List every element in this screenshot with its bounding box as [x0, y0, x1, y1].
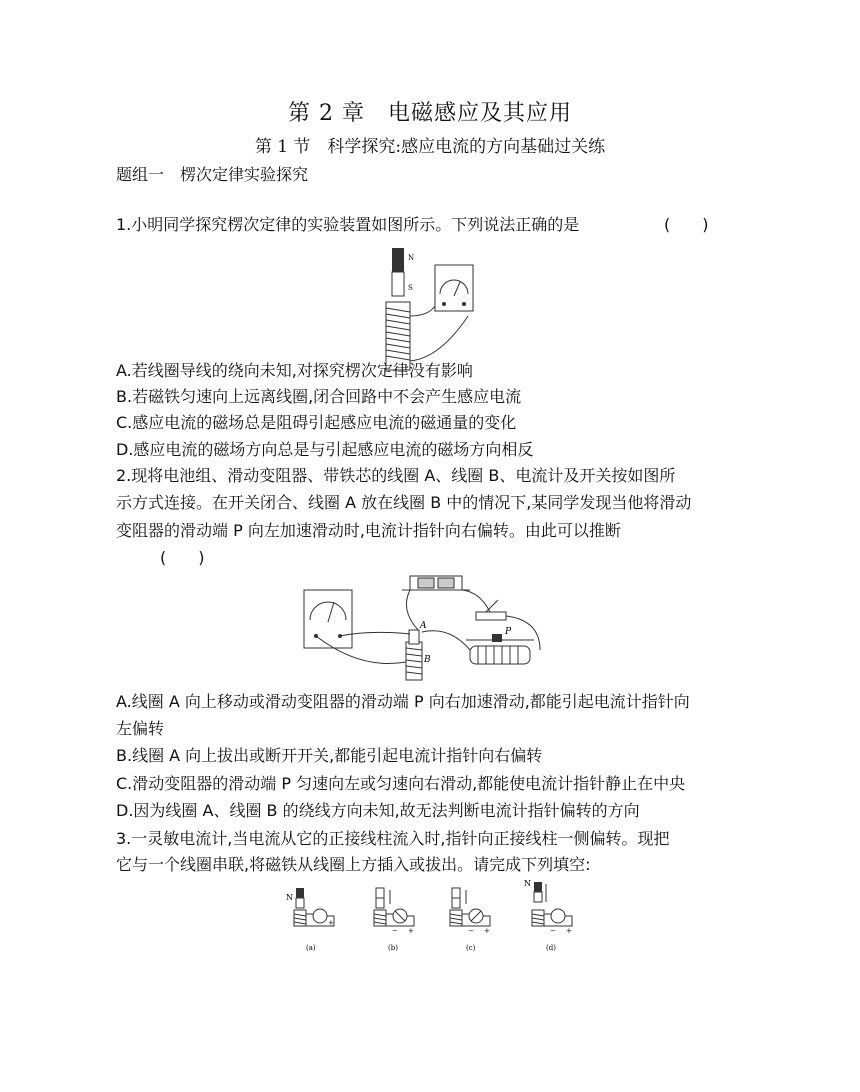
q2-coil-a-label: A: [420, 621, 427, 631]
q2-option-b: B.线圈 A 向上拔出或断开开关,都能引起电流计指针向右偏转: [116, 746, 543, 765]
q1-galvanometer: [434, 264, 474, 314]
q3-panel-a: [286, 888, 334, 952]
svg-text:−: −: [392, 927, 398, 935]
group-title: 题组一 楞次定律实验探究: [116, 165, 309, 184]
q3-panel-b: [374, 888, 414, 952]
svg-text:(a): (a): [306, 944, 316, 952]
svg-text:(b): (b): [388, 944, 398, 952]
svg-text:+: +: [328, 919, 334, 927]
svg-text:(c): (c): [466, 944, 476, 952]
svg-text:+: +: [484, 927, 490, 935]
q1-option-d: D.感应电流的磁场方向总是与引起感应电流的磁场方向相反: [116, 440, 534, 459]
q2-figure: [300, 570, 550, 685]
svg-text:+: +: [566, 927, 572, 935]
q2-stem-line-2: 示方式连接。在开关闭合、线圈 A 放在线圈 B 中的情况下,某同学发现当他将滑动: [116, 493, 692, 512]
q1-option-c: C.感应电流的磁场总是阻碍引起感应电流的磁通量的变化: [116, 413, 517, 432]
q3-panel-d: [524, 879, 572, 952]
q1-option-b: B.若磁铁匀速向上远离线圈,闭合回路中不会产生感应电流: [116, 387, 522, 406]
svg-text:(d): (d): [546, 944, 556, 952]
q1-north-label: N: [408, 254, 415, 262]
q3-figure: [284, 878, 584, 958]
svg-text:N: N: [524, 879, 531, 888]
q2-answer-blank: ( ): [160, 548, 205, 567]
q3-panel-c: [450, 888, 490, 952]
q2-option-a-cont: 左偏转: [116, 719, 165, 738]
q1-stem: 1.小明同学探究楞次定律的实验装置如图所示。下列说法正确的是: [116, 215, 580, 234]
q1-south-label: S: [408, 284, 413, 292]
q2-stem-line-3: 变阻器的滑动端 P 向左加速滑动时,电流计指针向右偏转。由此可以推断: [116, 521, 621, 540]
svg-text:−: −: [550, 927, 556, 935]
q3-stem-line-1: 3.一灵敏电流计,当电流从它的正接线柱流入时,指针向正接线柱一侧偏转。现把: [116, 829, 670, 848]
q2-option-d: D.因为线圈 A、线圈 B 的绕线方向未知,故无法判断电流计指针偏转的方向: [116, 801, 640, 820]
q3-stem-line-2: 它与一个线圈串联,将磁铁从线圈上方插入或拔出。请完成下列填空:: [116, 855, 591, 874]
q2-stem-line-1: 2.现将电池组、滑动变阻器、带铁芯的线圈 A、线圈 B、电流计及开关按如图所: [116, 466, 676, 485]
q2-slider-label: P: [505, 627, 512, 637]
q2-option-a: A.线圈 A 向上移动或滑动变阻器的滑动端 P 向右加速滑动,都能引起电流计指针向: [116, 692, 690, 711]
chapter-title: 第 2 章 电磁感应及其应用: [288, 101, 572, 126]
q2-option-c: C.滑动变阻器的滑动端 P 匀速向左或匀速向右滑动,都能使电流计指针静止在中央: [116, 774, 686, 793]
q2-coil-b-label: B: [424, 655, 431, 665]
q1-answer-blank: ( ): [664, 215, 709, 234]
q1-option-a: A.若线圈导线的绕向未知,对探究楞次定律没有影响: [116, 361, 473, 380]
svg-text:+: +: [408, 927, 414, 935]
section-title: 第 1 节 科学探究:感应电流的方向基础过关练: [254, 137, 606, 157]
svg-text:−: −: [468, 927, 474, 935]
svg-text:N: N: [286, 893, 293, 902]
